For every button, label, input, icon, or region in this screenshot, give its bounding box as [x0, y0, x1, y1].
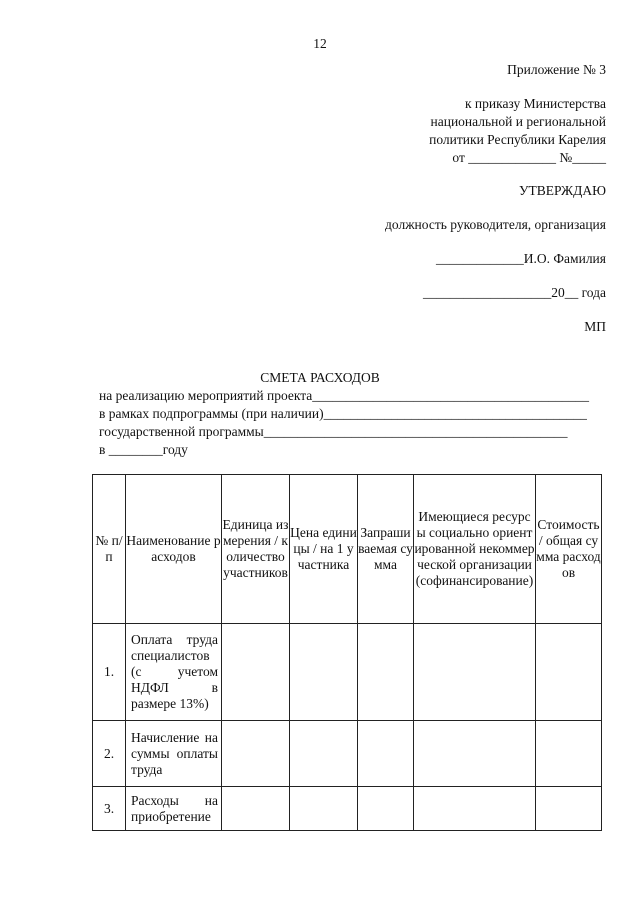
- row-requested-cell[interactable]: [358, 624, 414, 721]
- row-total-cell[interactable]: [536, 721, 602, 787]
- header-num: № п/п: [93, 475, 126, 624]
- approval-date: ___________________20__ года: [422, 285, 606, 300]
- header-total: Стоимость / общая сумма расходов: [536, 475, 602, 624]
- table-row: [93, 624, 602, 721]
- approver-signature: _____________И.О. Фамилия: [436, 251, 606, 266]
- row-num: 2.: [93, 721, 126, 787]
- header-requested: Запрашиваемая сумма: [358, 475, 414, 624]
- estimate-program-line: государственной программы_____________________________________________: [99, 424, 568, 439]
- header-unit: Единица измерения / количество участников: [222, 475, 290, 624]
- estimate-title: СМЕТА РАСХОДОВ: [260, 370, 380, 385]
- appendix-line-3: политики Республики Карелия: [429, 132, 606, 147]
- row-resources-cell[interactable]: [414, 787, 536, 831]
- row-price-cell[interactable]: [290, 624, 358, 721]
- table-row: [93, 787, 602, 831]
- row-resources-cell[interactable]: [414, 624, 536, 721]
- row-price-cell[interactable]: [290, 721, 358, 787]
- estimate-project-line: на реализацию мероприятий проекта_________________________________________: [99, 388, 590, 403]
- row-total-cell[interactable]: [536, 624, 602, 721]
- estimate-table: [92, 474, 602, 831]
- header-resources: Имеющиеся ресурсы социально ориентированной некоммерческой организации (софинансирование): [414, 475, 536, 624]
- appendix-title: Приложение № 3: [507, 62, 606, 77]
- estimate-year-line: в ________году: [99, 442, 188, 457]
- estimate-subprogram-line: в рамках подпрограммы (при наличии)_______________________________________: [99, 406, 587, 421]
- row-total-cell[interactable]: [536, 787, 602, 831]
- row-name: Оплата труда специалистов (с учетом НДФЛ в размере 13%): [126, 624, 222, 721]
- row-num: 3.: [93, 787, 126, 831]
- row-unit-cell[interactable]: [222, 624, 290, 721]
- appendix-line-4: от _____________ №_____: [452, 150, 606, 165]
- header-name: Наименование расходов: [126, 475, 222, 624]
- row-unit-cell[interactable]: [222, 787, 290, 831]
- row-requested-cell[interactable]: [358, 721, 414, 787]
- appendix-line-1: к приказу Министерства: [464, 96, 606, 111]
- row-resources-cell[interactable]: [414, 721, 536, 787]
- row-name: Расходы на приобретение: [126, 787, 222, 831]
- appendix-line-2: национальной и региональной: [430, 114, 606, 129]
- row-price-cell[interactable]: [290, 787, 358, 831]
- approve-heading: УТВЕРЖДАЮ: [518, 183, 606, 198]
- header-price: Цена единицы / на 1 участника: [290, 475, 358, 624]
- seal-label: МП: [584, 319, 606, 334]
- row-num: 1.: [93, 624, 126, 721]
- page-number: 12: [313, 36, 327, 51]
- row-name: Начисление на суммы оплаты труда: [126, 721, 222, 787]
- table-header-row: [93, 475, 602, 624]
- table-row: [93, 721, 602, 787]
- approver-position: должность руководителя, организация: [385, 217, 606, 232]
- row-requested-cell[interactable]: [358, 787, 414, 831]
- row-unit-cell[interactable]: [222, 721, 290, 787]
